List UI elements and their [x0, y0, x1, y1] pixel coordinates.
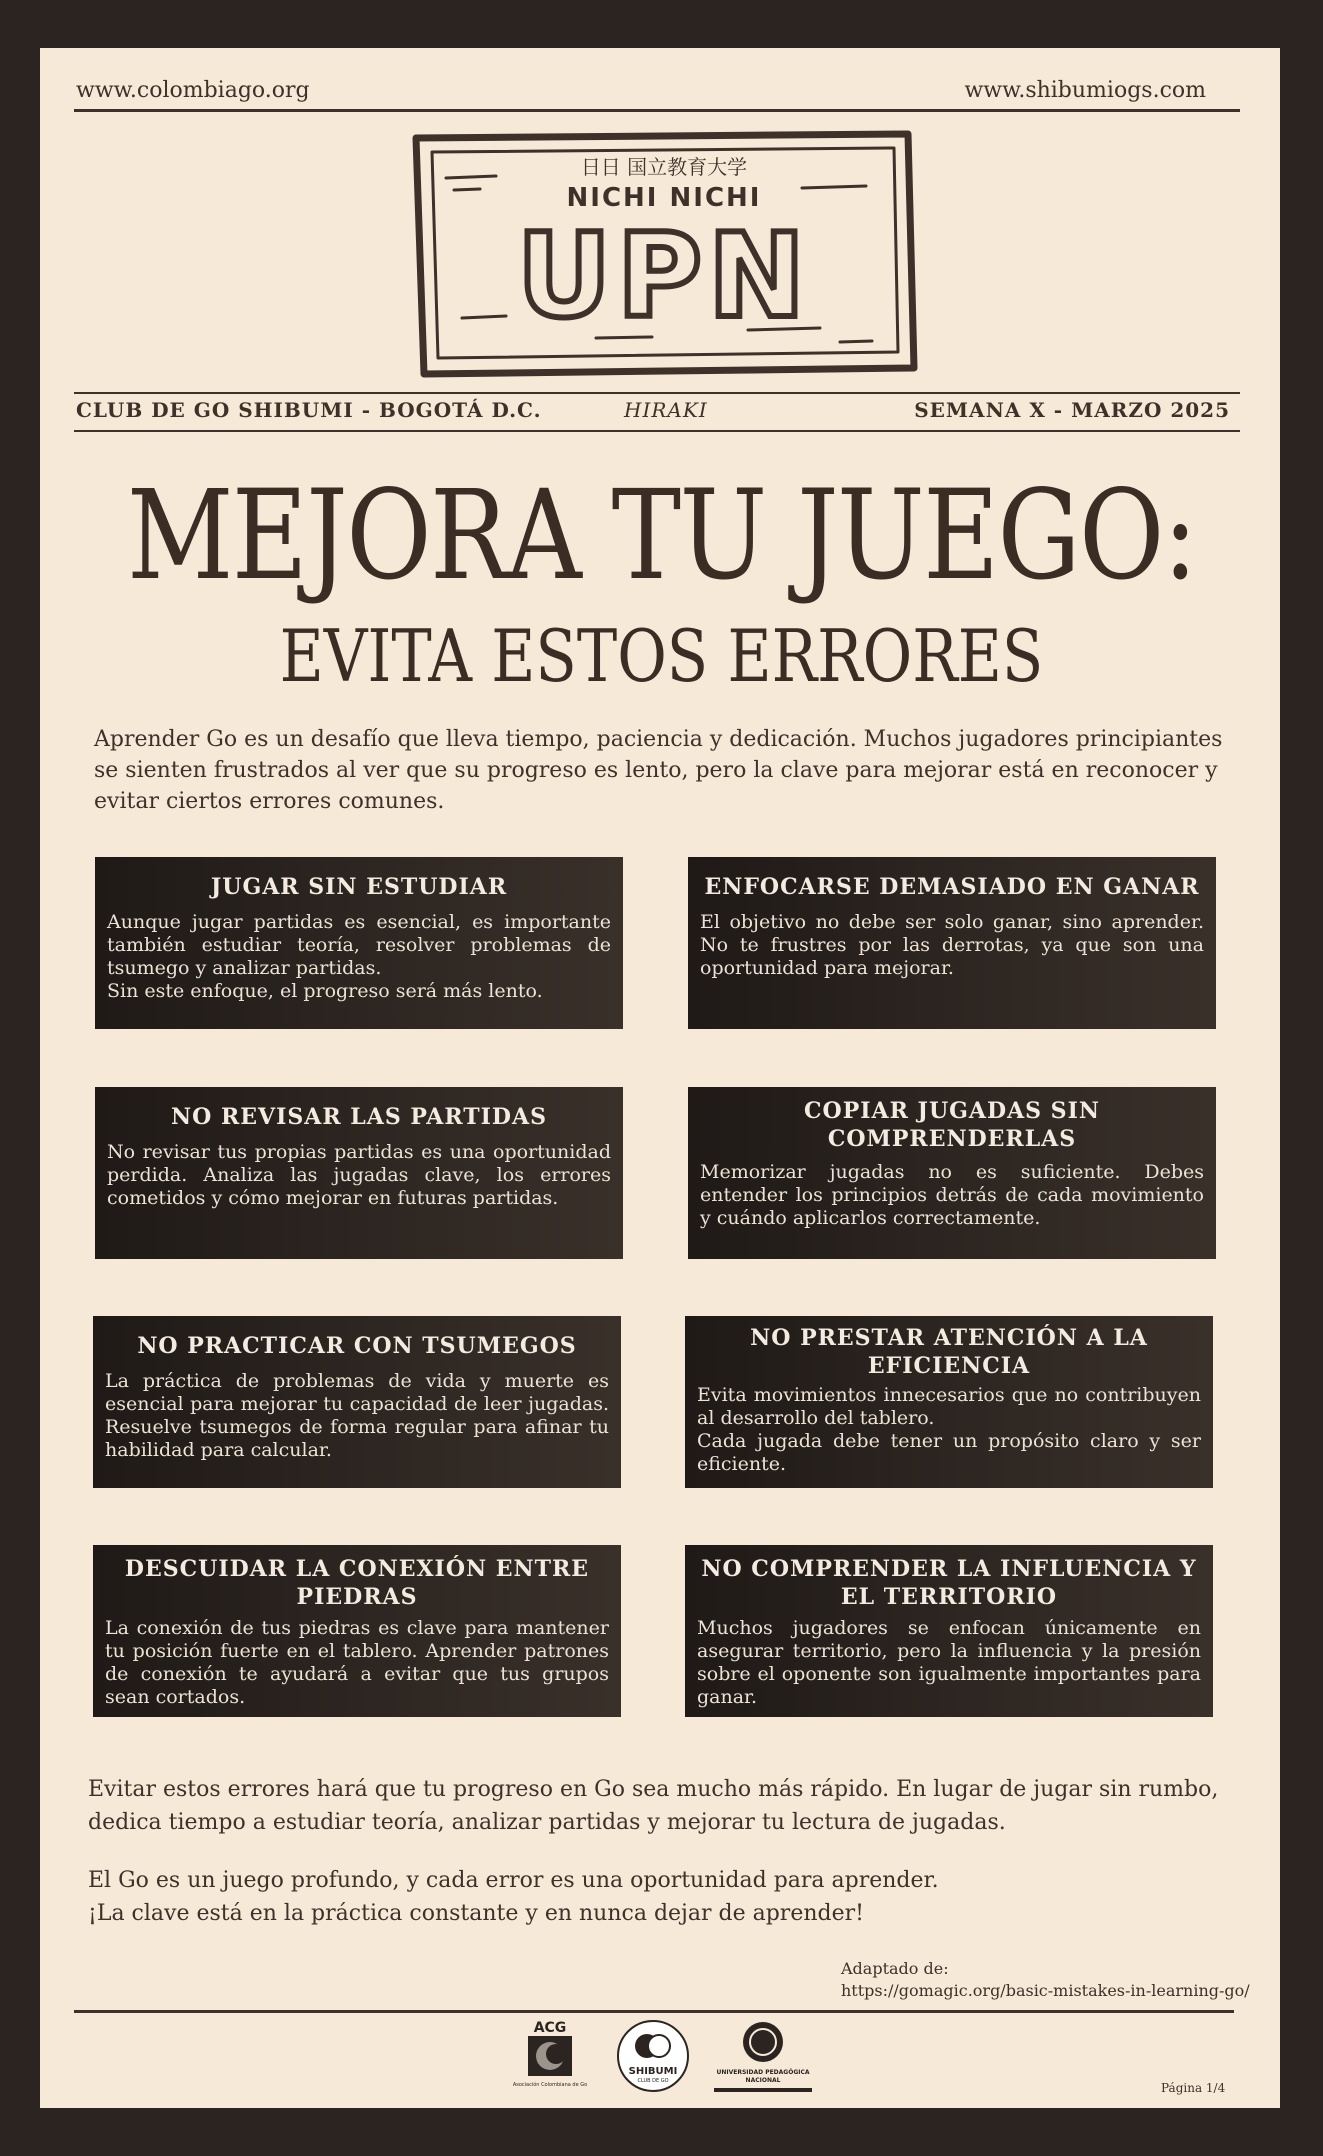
tip-card-body: Muchos jugadores se enfocan únicamente en asegurar territorio, pero la influencia y la presión sobre el oponente son igualmente importantes para ganar. — [697, 1617, 1201, 1708]
nichi-nichi-upn-logo — [410, 130, 918, 378]
tip-card-title: NO PRACTICAR CON TSUMEGOS — [137, 1333, 577, 1359]
tip-card-title: COPIAR JUGADAS SIN COMPRENDERLAS — [804, 1098, 1100, 1152]
acg-name: Asociación Colombiana de Go — [512, 2082, 588, 2088]
masthead-edition: HIRAKI — [624, 398, 708, 422]
closing-line: El Go es un juego profundo, y cada error es una oportunidad para aprender. — [88, 1868, 939, 1893]
masthead-rule-top — [74, 392, 1240, 394]
logo-subtitle: NICHI NICHI — [566, 183, 762, 213]
tip-card — [95, 857, 623, 1029]
intro-paragraph: Aprender Go es un desafío que lleva tiempo, paciencia y dedicación. Muchos jugadores principiantes se sienten frustrados al ver que su progreso es lento, pero la clave para mejorar está en reconocer y evitar ciertos errores comunes. — [94, 727, 1223, 814]
header-rule — [74, 109, 1240, 112]
acg-logo — [504, 2018, 596, 2090]
logo-title: UPN — [516, 209, 812, 344]
logo-kanji: 日日 国立教育大学 — [580, 155, 748, 179]
tip-card — [685, 1316, 1213, 1488]
tip-card-body: La conexión de tus piedras es clave para mantener tu posición fuerte en el tablero. Aprender patrones de conexión te ayudará a evitar que tus grupos sean cortados. — [105, 1617, 609, 1708]
tip-card — [93, 1316, 621, 1488]
tip-card-title: NO REVISAR LAS PARTIDAS — [171, 1104, 547, 1130]
footer-rule — [74, 2010, 1234, 2013]
source-label: Adaptado de: — [841, 1959, 949, 1978]
tip-card — [688, 1087, 1216, 1259]
tip-card-title: JUGAR SIN ESTUDIAR — [210, 874, 508, 900]
tip-card-title: NO COMPRENDER LA INFLUENCIA Y EL TERRITORIO — [701, 1556, 1197, 1610]
page-number: Página 1/4 — [1161, 2081, 1226, 2095]
source-link[interactable]: https://gomagic.org/basic-mistakes-in-learning-go/ — [841, 1981, 1250, 2000]
closing-line: ¡La clave está en la práctica constante y en nunca dejar de aprender! — [88, 1901, 864, 1926]
shibumi-logo — [615, 2018, 691, 2094]
masthead-date: SEMANA X - MARZO 2025 — [914, 398, 1230, 422]
tip-card-body: El objetivo no debe ser solo ganar, sino aprender. No te frustres por las derrotas, ya que son una oportunidad para mejorar. — [700, 911, 1204, 979]
upn-name-line1: UNIVERSIDAD PEDAGÓGICA — [716, 2069, 810, 2076]
colombiago-link[interactable]: www.colombiago.org — [76, 78, 310, 103]
upn-logo — [708, 2018, 818, 2098]
tip-card-body: Evita movimientos innecesarios que no contribuyen al desarrollo del tablero. Cada jugada debe tener un propósito claro y ser eficiente. — [697, 1384, 1201, 1475]
tip-card-body: La práctica de problemas de vida y muerte es esencial para mejorar tu capacidad de leer jugadas. Resuelve tsumegos de forma regular para afinar tu habilidad para calcular. — [105, 1370, 609, 1461]
tip-card-body: Memorizar jugadas no es suficiente. Debes entender los principios detrás de cada movimiento y cuándo aplicarlos correctamente. — [700, 1161, 1204, 1229]
page-title: MEJORA TU JUEGO: — [126, 464, 1197, 608]
tip-card — [688, 857, 1216, 1029]
closing-paragraph: Evitar estos errores hará que tu progreso en Go sea mucho más rápido. En lugar de jugar sin rumbo, dedica tiempo a estudiar teoría, analizar partidas y mejorar tu lectura de jugadas. — [88, 1777, 1219, 1835]
header-links — [76, 78, 1206, 103]
page-subtitle: EVITA ESTOS ERRORES — [279, 614, 1044, 698]
shibumi-sub: CLUB DE GO — [637, 2078, 669, 2084]
source-credit — [841, 1958, 1250, 2002]
upn-name-line2: NACIONAL — [745, 2077, 781, 2084]
masthead-rule-bottom — [74, 430, 1240, 432]
shibumiogs-link[interactable]: www.shibumiogs.com — [964, 78, 1206, 103]
tip-card-title: NO PRESTAR ATENCIÓN A LA EFICIENCIA — [750, 1325, 1148, 1379]
masthead-club: CLUB DE GO SHIBUMI - BOGOTÁ D.C. — [76, 398, 542, 422]
tip-card-title: DESCUIDAR LA CONEXIÓN ENTRE PIEDRAS — [124, 1556, 590, 1610]
shibumi-name: SHIBUMI — [628, 2066, 678, 2077]
tip-card — [93, 1545, 621, 1717]
tip-card-body: No revisar tus propias partidas es una oportunidad perdida. Analiza las jugadas clave, los errores cometidos y cómo mejorar en futuras partidas. — [107, 1141, 611, 1209]
tip-card-body: Aunque jugar partidas es esencial, es importante también estudiar teoría, resolver problemas de tsumego y analizar partidas. Sin este enfoque, el progreso será más lento. — [107, 911, 611, 1002]
tip-card — [685, 1545, 1213, 1717]
tip-card — [95, 1087, 623, 1259]
acg-mark: ACG — [533, 2020, 567, 2036]
tip-card-title: ENFOCARSE DEMASIADO EN GANAR — [704, 874, 1200, 900]
